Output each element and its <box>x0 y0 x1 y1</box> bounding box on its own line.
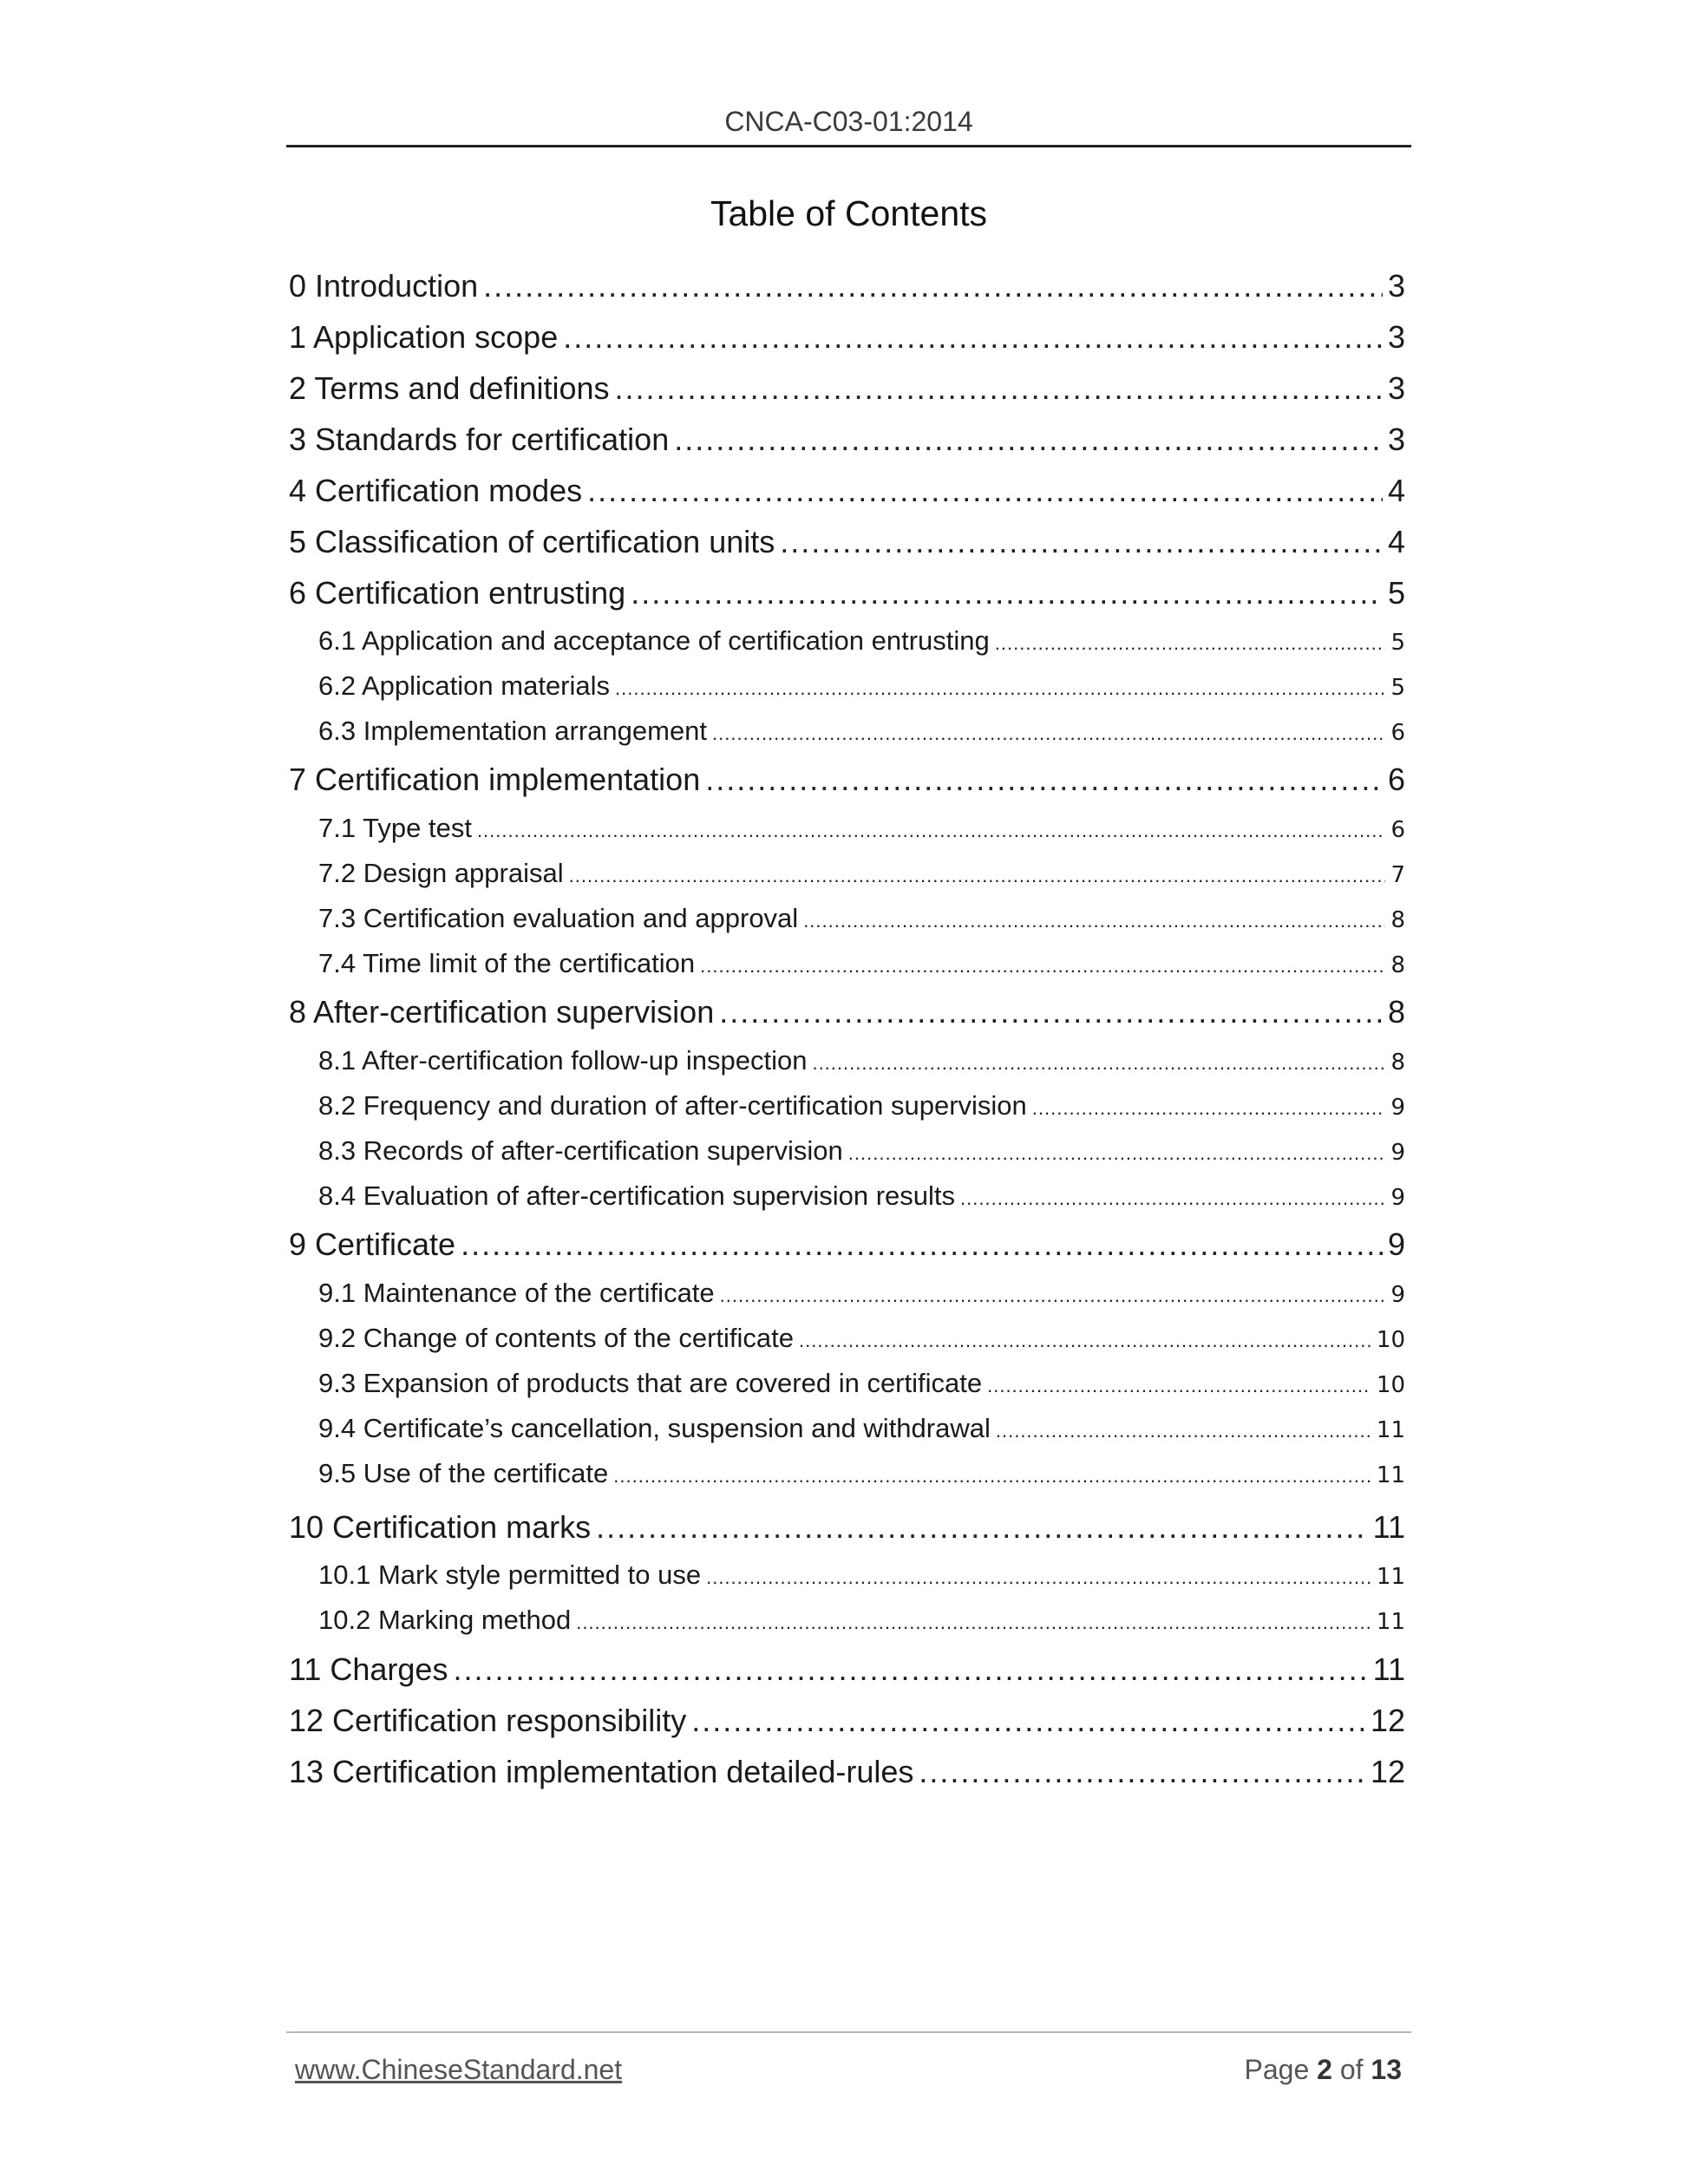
toc-entry-page: 6 <box>1390 817 1405 843</box>
dot-leader <box>453 1651 1367 1688</box>
toc-entry[interactable] <box>289 1703 1405 1739</box>
toc-entry-page: 9 <box>1390 1185 1405 1211</box>
toc-entry-page: 3 <box>1387 422 1405 457</box>
toc-entry[interactable] <box>289 268 1405 304</box>
toc-entry-label: 5 Classification of certification units <box>289 524 775 559</box>
toc-entry-page: 10 <box>1376 1372 1405 1398</box>
header-divider <box>286 145 1411 147</box>
dot-leader <box>483 268 1383 304</box>
toc-entry[interactable] <box>289 1509 1405 1546</box>
toc-entry-label: 8.1 After-certification follow-up inspection <box>318 1045 808 1076</box>
toc-subentry[interactable] <box>289 670 1405 702</box>
toc-entry-page: 6 <box>1390 720 1405 746</box>
toc-entry[interactable] <box>289 1754 1405 1790</box>
toc-entry-label: 10 Certification marks <box>289 1509 592 1545</box>
toc-entry[interactable] <box>289 994 1405 1030</box>
toc-entry-label: 8.4 Evaluation of after-certification supervision results <box>318 1180 956 1211</box>
toc-subentry[interactable] <box>289 1278 1405 1309</box>
toc-entry-page: 3 <box>1387 370 1405 406</box>
page-number <box>1245 2054 1402 2086</box>
toc-entry-page: 5 <box>1390 630 1405 656</box>
dot-leader <box>674 422 1383 458</box>
toc-entry-page: 8 <box>1390 952 1405 978</box>
toc-entry-label: 0 Introduction <box>289 268 479 304</box>
toc-subentry[interactable] <box>289 625 1405 657</box>
toc-entry[interactable] <box>289 422 1405 458</box>
toc-entry-label: 4 Certification modes <box>289 473 583 508</box>
footer-divider <box>286 2031 1411 2033</box>
toc-subentry[interactable] <box>289 1045 1405 1076</box>
toc-entry[interactable] <box>289 1651 1405 1688</box>
toc-title: Table of Contents <box>710 193 988 233</box>
toc-entry[interactable] <box>289 524 1405 560</box>
toc-entry-label: 7.3 Certification evaluation and approval <box>318 903 799 933</box>
toc-entry-label: 7.1 Type test <box>318 813 472 843</box>
toc-entry-page: 9 <box>1390 1282 1405 1308</box>
toc-entry[interactable] <box>289 473 1405 509</box>
toc-entry-label: 6.1 Application and acceptance of certification entrusting <box>318 625 990 656</box>
toc-entry-page: 11 <box>1372 1651 1405 1687</box>
toc-entry-label: 2 Terms and definitions <box>289 370 610 406</box>
website-link[interactable]: www.ChineseStandard.net <box>295 2054 623 2085</box>
toc-entry-page: 8 <box>1390 907 1405 933</box>
dot-leader <box>587 473 1383 509</box>
page-total: 13 <box>1371 2054 1402 2085</box>
dot-leader <box>848 1142 1386 1165</box>
dot-leader <box>691 1703 1365 1739</box>
toc-entry-page: 8 <box>1387 994 1405 1030</box>
toc-entry-page: 5 <box>1390 675 1405 701</box>
toc-entry-page: 9 <box>1390 1140 1405 1166</box>
toc-subentry[interactable] <box>289 903 1405 934</box>
toc-entry-label: 13 Certification implementation detailed-rules <box>289 1754 914 1789</box>
toc-subentry[interactable] <box>289 1323 1405 1354</box>
toc-entry-label: 7.4 Time limit of the certification <box>318 948 696 978</box>
dot-leader <box>615 370 1383 407</box>
toc-entry-label: 12 Certification responsibility <box>289 1703 687 1738</box>
toc-entry-page: 11 <box>1372 1509 1405 1545</box>
toc-subentry[interactable] <box>289 948 1405 979</box>
dot-leader <box>596 1509 1368 1546</box>
toc-entry-label: 9.2 Change of contents of the certificate <box>318 1323 795 1353</box>
dot-leader <box>569 865 1386 887</box>
toc-entry[interactable] <box>289 762 1405 798</box>
dot-leader <box>461 1226 1383 1263</box>
toc-entry-label: 9 Certificate <box>289 1226 456 1262</box>
toc-entry-page: 4 <box>1387 473 1405 508</box>
toc-subentry[interactable] <box>289 1180 1405 1212</box>
toc-entry-label: 10.2 Marking method <box>318 1605 572 1635</box>
dot-leader <box>631 575 1383 611</box>
toc-entry[interactable] <box>289 575 1405 611</box>
toc-entry-page: 6 <box>1387 762 1405 797</box>
toc-entry-page: 4 <box>1387 524 1405 559</box>
toc-entry-page: 11 <box>1376 1462 1405 1488</box>
toc-entry[interactable] <box>289 370 1405 407</box>
page-current: 2 <box>1317 2054 1332 2085</box>
toc-entry-label: 9.5 Use of the certificate <box>318 1458 609 1488</box>
toc-subentry[interactable] <box>289 858 1405 889</box>
doc-code: CNCA-C03-01:2014 <box>724 106 973 137</box>
dot-leader <box>719 994 1383 1030</box>
toc-entry-label: 8.2 Frequency and duration of after-certification supervision <box>318 1090 1027 1121</box>
dot-leader <box>563 319 1383 356</box>
toc-entry-label: 6.2 Application materials <box>318 670 611 701</box>
dot-leader <box>1032 1097 1386 1120</box>
dot-leader <box>615 677 1385 700</box>
dot-leader <box>799 1330 1371 1352</box>
toc-entry-label: 8 After-certification supervision <box>289 994 715 1030</box>
toc-entry-page: 7 <box>1390 862 1405 888</box>
page-of: of <box>1339 2054 1364 2085</box>
toc-entry-page: 11 <box>1376 1564 1405 1590</box>
toc-entry-label: 9.1 Maintenance of the certificate <box>318 1278 715 1308</box>
toc-entry-page: 3 <box>1387 319 1405 355</box>
dot-leader <box>706 1566 1371 1589</box>
toc-entry[interactable] <box>289 319 1405 356</box>
toc-entry-label: 9.3 Expansion of products that are covered in certificate <box>318 1368 983 1398</box>
dot-leader <box>812 1052 1385 1075</box>
toc-entry-page: 8 <box>1390 1049 1405 1076</box>
toc-subentry[interactable] <box>289 1090 1405 1121</box>
dot-leader <box>803 910 1385 932</box>
dot-leader <box>987 1375 1371 1397</box>
toc-entry-label: 8.3 Records of after-certification supervision <box>318 1135 843 1166</box>
dot-leader <box>720 1285 1386 1307</box>
toc-entry-label: 7 Certification implementation <box>289 762 701 797</box>
toc-entry-label: 10.1 Mark style permitted to use <box>318 1560 702 1590</box>
dot-leader <box>780 524 1383 560</box>
toc-subentry[interactable] <box>289 1413 1405 1444</box>
toc-entry-page: 12 <box>1370 1754 1405 1789</box>
toc-subentry[interactable] <box>289 1368 1405 1399</box>
toc-entry-label: 11 Charges <box>289 1651 448 1687</box>
toc-subentry[interactable] <box>289 1560 1405 1591</box>
toc-entry-label: 1 Application scope <box>289 319 559 355</box>
dot-leader <box>700 955 1385 978</box>
toc-entry-page: 9 <box>1387 1226 1405 1262</box>
dot-leader <box>919 1754 1365 1790</box>
toc-entry-page: 12 <box>1370 1703 1405 1738</box>
dot-leader <box>576 1612 1371 1634</box>
toc-entry-page: 11 <box>1376 1417 1405 1443</box>
toc-subentry[interactable] <box>289 813 1405 844</box>
dot-leader <box>477 820 1386 842</box>
toc-entry-page: 9 <box>1390 1095 1405 1121</box>
toc-subentry[interactable] <box>289 716 1405 747</box>
toc-entry-label: 9.4 Certificate’s cancellation, suspension and withdrawal <box>318 1413 991 1443</box>
toc-entry-label: 3 Standards for certification <box>289 422 670 457</box>
toc-entry-page: 10 <box>1376 1327 1405 1353</box>
toc-entry-page: 3 <box>1387 268 1405 304</box>
toc-entry[interactable] <box>289 1226 1405 1263</box>
toc-subentry[interactable] <box>289 1135 1405 1167</box>
toc-subentry[interactable] <box>289 1458 1405 1489</box>
toc-entry-label: 7.2 Design appraisal <box>318 858 564 888</box>
dot-leader <box>705 762 1383 798</box>
dot-leader <box>996 1420 1371 1442</box>
dot-leader <box>712 723 1385 745</box>
toc-entry-page: 11 <box>1376 1609 1405 1635</box>
toc-entry-label: 6.3 Implementation arrangement <box>318 716 708 746</box>
dot-leader <box>613 1465 1371 1488</box>
page-prefix: Page <box>1244 2054 1310 2085</box>
dot-leader <box>960 1187 1385 1210</box>
toc-entry-page: 5 <box>1387 575 1405 611</box>
dot-leader <box>995 632 1386 655</box>
toc-subentry[interactable] <box>289 1605 1405 1636</box>
toc-entry-label: 6 Certification entrusting <box>289 575 626 611</box>
